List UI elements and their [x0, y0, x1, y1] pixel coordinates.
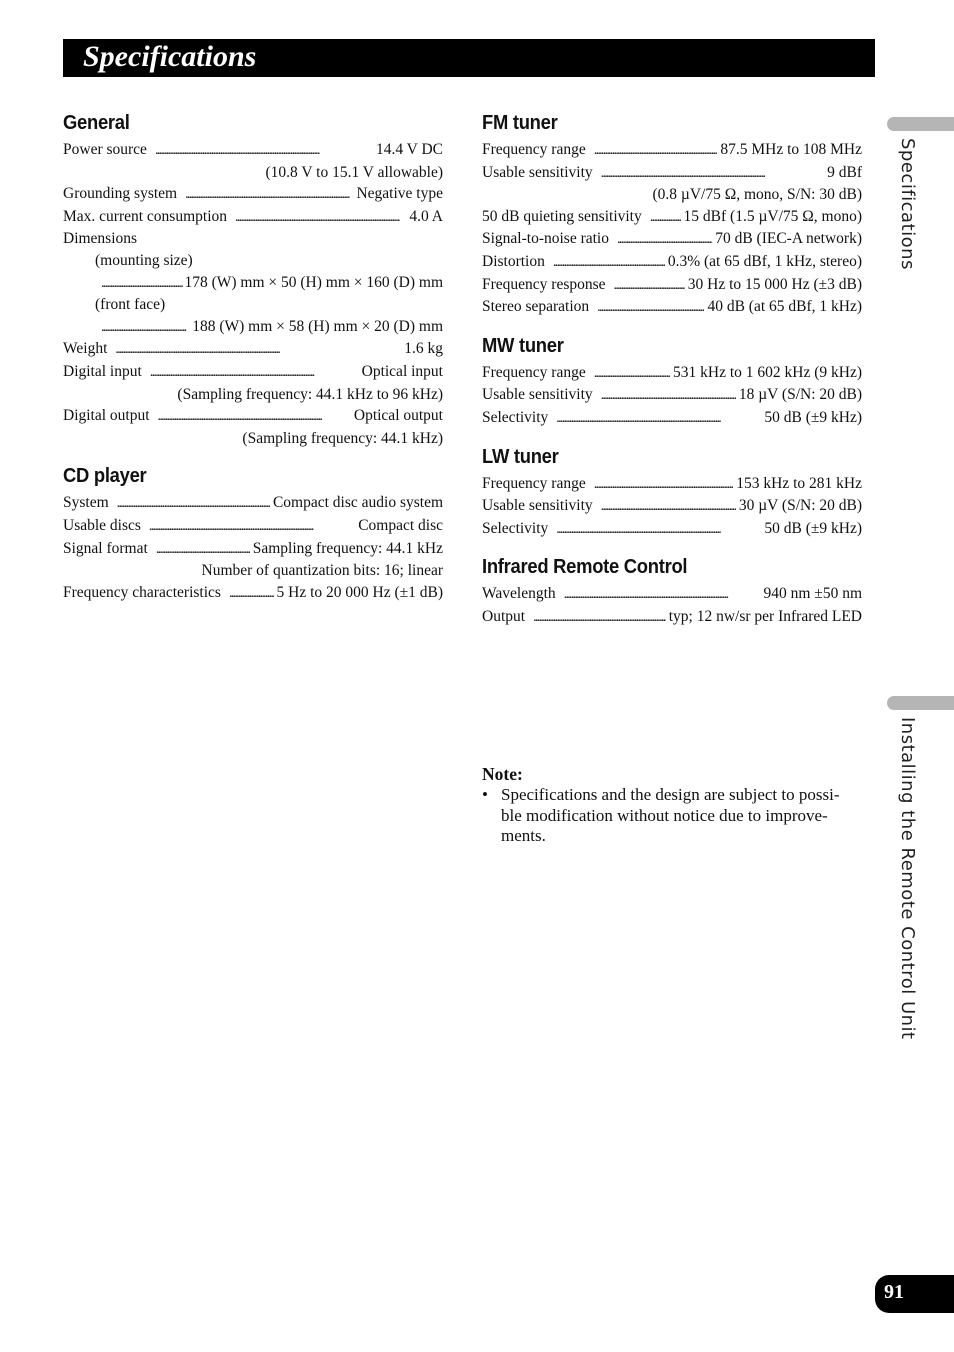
note-heading: Note: [482, 764, 523, 784]
lw-tuner-heading: LW tuner [482, 445, 559, 468]
spec-row-fm-snr: Signal-to-noise ratio . . . 70 dB (IEC-A network) [482, 228, 862, 251]
fm-tuner-section [482, 112, 862, 319]
side-tab-installing-remote: Installing the Remote Control Unit [897, 717, 918, 1040]
dimensions-front-label: (front face) [95, 296, 166, 314]
fm-tuner-heading: FM tuner [482, 112, 558, 134]
spec-cont-power-source: (10.8 V to 15.1 V allowable) [265, 163, 443, 181]
spec-row-grounding: Grounding system . . . Negative type [63, 183, 443, 206]
cd-player-heading: CD player [63, 465, 147, 488]
note-text: Specifications and the design are subject to possi- ble modification without notice due to improve- ments. [501, 785, 840, 846]
mw-tuner-section [482, 335, 862, 430]
general-section [63, 112, 443, 449]
cd-player-section [63, 465, 443, 604]
spec-row-max-current: Max. current consumption . . . 4.0 A [63, 206, 443, 229]
spec-row-digital-output: Digital output . . . Optical output [63, 405, 443, 428]
side-tab-marker-remote [887, 696, 954, 710]
infrared-remote-heading: Infrared Remote Control [482, 556, 688, 579]
general-heading: General [63, 112, 130, 134]
side-tab-specifications: Specifications [897, 138, 918, 270]
spec-cont-fm-usable-sens: (0.8 µV/75 Ω, mono, S/N: 30 dB) [652, 186, 862, 204]
mw-tuner-heading: MW tuner [482, 334, 564, 357]
spec-row-output: Output . . . typ; 12 nw/sr per Infrared LED [482, 606, 862, 629]
side-tab-marker-specifications [887, 117, 954, 131]
spec-row-mw-selectivity: Selectivity . . . 50 dB (±9 kHz) [482, 407, 862, 430]
spec-row-dimensions: Dimensions [63, 230, 138, 248]
right-column [482, 112, 862, 645]
spec-row-fm-stereo-sep: Stereo separation . . . 40 dB (at 65 dBf, 1 kHz) [482, 296, 862, 319]
spec-cont-signal-format: Number of quantization bits: 16; linear [201, 562, 443, 580]
page-title: Specifications [83, 40, 257, 73]
dimensions-mounting-label: (mounting size) [95, 251, 193, 269]
left-column [63, 112, 443, 620]
spec-row-fm-quieting: 50 dB quieting sensitivity . . . 15 dBf (1.5 µV/75 Ω, mono) [482, 206, 862, 229]
spec-row-fm-usable-sens: Usable sensitivity . . . 9 dBf [482, 162, 862, 185]
dimensions-mounting-value: . . . 178 (W) mm × 50 (H) mm × 160 (D) mm [63, 272, 443, 295]
spec-row-power-source: Power source . . . 14.4 V DC [63, 139, 443, 162]
dimensions-front-value: . . . 188 (W) mm × 58 (H) mm × 20 (D) mm [63, 316, 443, 339]
spec-row-fm-freq-resp: Frequency response . . . 30 Hz to 15 000 Hz (±3 dB) [482, 274, 862, 297]
spec-cont-digital-input: (Sampling frequency: 44.1 kHz to 96 kHz) [177, 385, 443, 403]
spec-row-lw-freq-range: Frequency range . . . 153 kHz to 281 kHz [482, 473, 862, 496]
spec-row-mw-usable-sens: Usable sensitivity . . . 18 µV (S/N: 20 dB) [482, 384, 862, 407]
spec-row-mw-freq-range: Frequency range . . . 531 kHz to 1 602 kHz (9 kHz) [482, 362, 862, 385]
spec-row-lw-usable-sens: Usable sensitivity . . . 30 µV (S/N: 20 dB) [482, 495, 862, 518]
bullet-icon: • [482, 785, 488, 804]
note-block [482, 764, 864, 847]
spec-row-wavelength: Wavelength . . . 940 nm ±50 nm [482, 583, 862, 606]
spec-row-weight: Weight . . . 1.6 kg [63, 338, 443, 361]
page-number: 91 [884, 1281, 904, 1303]
page-number-tab [875, 1275, 954, 1313]
spec-row-lw-selectivity: Selectivity . . . 50 dB (±9 kHz) [482, 518, 862, 541]
infrared-remote-section [482, 556, 862, 628]
page-title-bar [63, 39, 875, 77]
spec-cont-digital-output: (Sampling frequency: 44.1 kHz) [242, 429, 443, 447]
spec-row-system: System . . . Compact disc audio system [63, 492, 443, 515]
note-item [482, 785, 864, 847]
spec-row-freq-char: Frequency characteristics . . . 5 Hz to 20 000 Hz (±1 dB) [63, 582, 443, 605]
spec-row-usable-discs: Usable discs . . . Compact disc [63, 515, 443, 538]
spec-row-digital-input: Digital input . . . Optical input [63, 361, 443, 384]
lw-tuner-section [482, 446, 862, 541]
spec-row-signal-format: Signal format . . . Sampling frequency: 44.1 kHz [63, 538, 443, 561]
spec-row-fm-freq-range: Frequency range . . . 87.5 MHz to 108 MHz [482, 139, 862, 162]
spec-row-fm-distortion: Distortion . . . 0.3% (at 65 dBf, 1 kHz, stereo) [482, 251, 862, 274]
